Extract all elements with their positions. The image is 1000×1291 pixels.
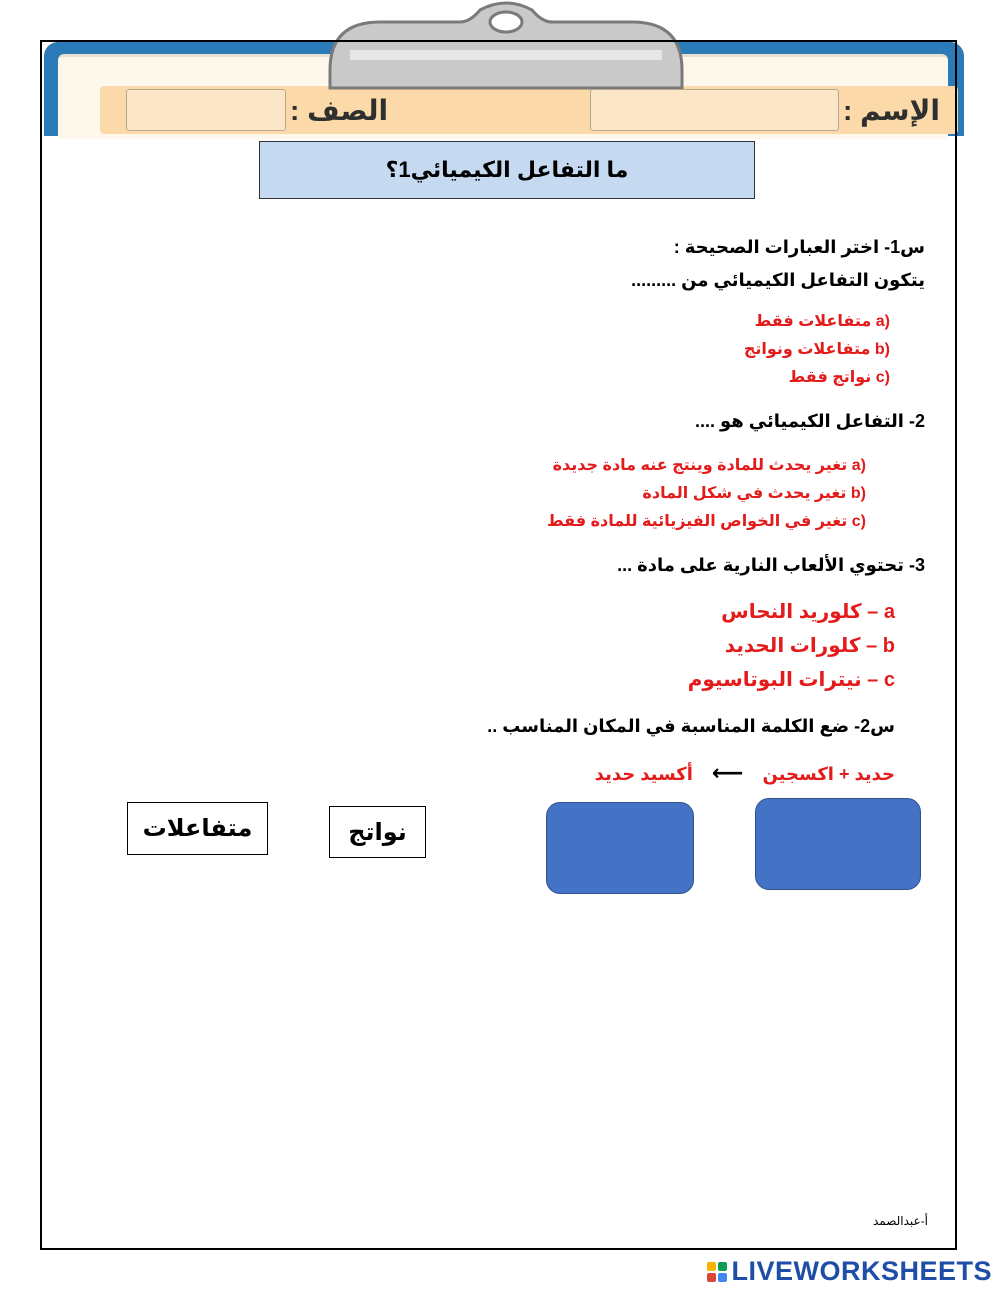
q1-item2-text: 2- التفاعل الكيميائي هو ....: [694, 411, 925, 431]
drop-zone-products[interactable]: [546, 802, 694, 894]
word-card-reactants[interactable]: متفاعلات: [127, 802, 268, 855]
brand-grid-icon: [707, 1262, 727, 1282]
brand-name: LIVEWORKSHEETS: [731, 1256, 992, 1286]
option-letter: c): [851, 513, 866, 530]
equation-reactants: حديد + اكسجين: [762, 764, 895, 784]
option-text: – كلوريد النحاس: [721, 601, 879, 623]
q1-item2-option-b[interactable]: [642, 483, 866, 503]
q1-heading: س1- اختر العبارات الصحيحة :: [673, 237, 925, 257]
page-title: ما التفاعل الكيميائي1؟: [259, 141, 755, 199]
q2-heading: س2- ضع الكلمة المناسبة في المكان المناسب ..: [487, 716, 895, 736]
q1-item2-option-c[interactable]: [547, 511, 866, 531]
option-letter: b: [882, 635, 895, 657]
equation-products: أكسيد حديد: [594, 764, 693, 784]
option-text: متفاعلات فقط: [754, 313, 872, 330]
option-letter: c: [883, 669, 895, 691]
q1-item3-option-b[interactable]: [725, 633, 895, 658]
q1-item1-option-c[interactable]: [789, 367, 890, 387]
option-text: – نيترات البوتاسيوم: [687, 669, 879, 691]
q1-item1-option-b[interactable]: [744, 339, 890, 359]
option-text: متفاعلات ونواتج: [743, 341, 871, 358]
q1-item2-option-a[interactable]: [553, 455, 866, 475]
liveworksheets-logo: [707, 1256, 992, 1287]
option-letter: a): [875, 313, 890, 330]
q1-item1-text: يتكون التفاعل الكيميائي من .........: [631, 270, 925, 290]
option-text: – كلورات الحديد: [724, 635, 878, 657]
q1-item3-option-a[interactable]: [721, 599, 895, 624]
q2-equation: [595, 760, 895, 786]
option-letter: a: [883, 601, 895, 623]
option-letter: c): [875, 369, 890, 386]
option-letter: b): [850, 485, 866, 502]
drop-zone-reactants[interactable]: [755, 798, 921, 890]
reaction-arrow-icon: ⟵: [711, 760, 744, 785]
author-signature: أ-عبدالصمد: [872, 1214, 928, 1228]
option-text: تغير يحدث للمادة وينتج عنه مادة جديدة: [552, 457, 848, 474]
option-text: تغير يحدث في شكل المادة: [642, 485, 847, 502]
name-label: الإسم :: [842, 95, 940, 126]
option-text: تغير في الخواص الفيزيائية للمادة فقط: [547, 513, 848, 530]
q1-item3-option-c[interactable]: [688, 667, 895, 692]
option-letter: a): [851, 457, 866, 474]
q1-item1-option-a[interactable]: [755, 311, 890, 331]
q1-item3-text: 3- تحتوي الألعاب النارية على مادة ...: [617, 555, 925, 575]
class-label: الصف :: [290, 95, 389, 126]
word-card-products[interactable]: نواتج: [329, 806, 426, 858]
option-text: نواتج فقط: [788, 369, 872, 386]
option-letter: b): [874, 341, 890, 358]
